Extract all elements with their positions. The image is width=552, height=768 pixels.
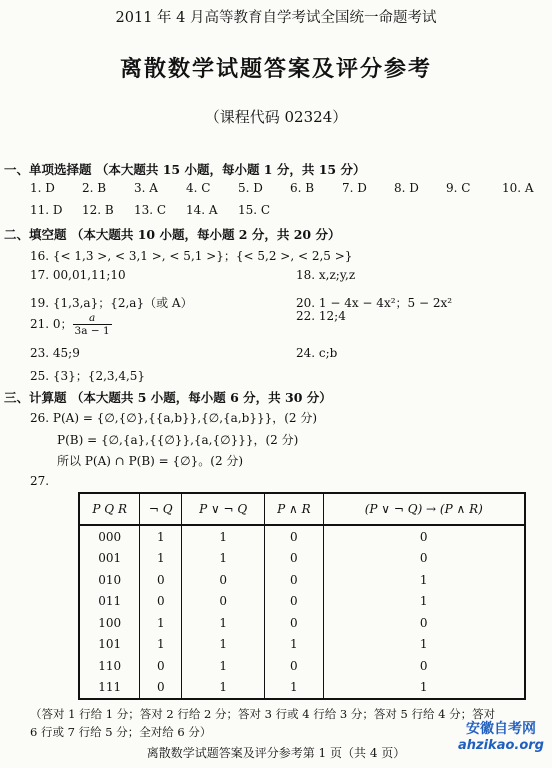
header-cell: P Q R: [79, 493, 140, 525]
table-cell: 1: [182, 525, 265, 548]
table-cell: 000: [79, 525, 140, 548]
table-cell: 0: [265, 590, 323, 611]
table-cell: 1: [140, 612, 182, 633]
section3-heading: 三、计算题 （本大题共 5 小题，每小题 6 分，共 30 分）: [4, 390, 332, 405]
table-cell: 010: [79, 569, 140, 590]
answer-21-prefix: 21. 0；: [30, 317, 73, 331]
table-row: [79, 633, 525, 654]
truth-table-header: [79, 493, 525, 525]
table-cell: 1: [182, 612, 265, 633]
choice-answer: 11. D: [30, 203, 63, 217]
choice-answer: 14. A: [186, 203, 218, 217]
table-cell: 0: [140, 569, 182, 590]
table-cell: 100: [79, 612, 140, 633]
answer-21: [30, 312, 112, 337]
answer-17: 17. 00,01,11;10: [30, 268, 126, 282]
fraction-denominator: 3a − 1: [74, 325, 110, 337]
header-cell: P ∨ ¬ Q: [182, 493, 265, 525]
page-footer: 离散数学试题答案及评分参考第 1 页（共 4 页）: [146, 746, 406, 760]
table-cell: 1: [323, 569, 525, 590]
table-cell: 1: [182, 633, 265, 654]
scoring-note-line2: 6 行或 7 行给 5 分；全对给 6 分）: [30, 725, 212, 739]
table-cell: 0: [182, 569, 265, 590]
table-cell: 0: [323, 525, 525, 548]
table-cell: 1: [323, 590, 525, 611]
table-cell: 0: [265, 612, 323, 633]
table-cell: 1: [265, 633, 323, 654]
choice-row-1: [30, 181, 550, 197]
header-cell: P ∧ R: [265, 493, 323, 525]
answer-21-fraction: [73, 312, 112, 337]
choice-answer: 6. B: [290, 181, 315, 195]
table-cell: 111: [79, 676, 140, 699]
table-cell: 0: [140, 676, 182, 699]
course-code: （课程代码 02324）: [204, 108, 348, 126]
answer-23: 23. 45;9: [30, 346, 80, 360]
table-cell: 0: [265, 548, 323, 569]
scoring-note-line1: （答对 1 行给 1 分；答对 2 行给 2 分；答对 3 行或 4 行给 3 分；答对 5 行给 4 分；答对: [30, 707, 496, 721]
table-cell: 1: [182, 548, 265, 569]
choice-answer: 15. C: [238, 203, 271, 217]
choice-answer: 9. C: [446, 181, 471, 195]
answer-27-label: 27.: [30, 474, 50, 488]
choice-answer: 7. D: [342, 181, 367, 195]
table-cell: 1: [140, 548, 182, 569]
choice-answer: 12. B: [82, 203, 114, 217]
table-row: [79, 525, 525, 548]
fraction-numerator: a: [73, 312, 112, 325]
table-row: [79, 569, 525, 590]
answer-26-line3: 所以 P(A) ∩ P(B) = {∅}。(2 分): [57, 454, 244, 468]
choice-answer: 1. D: [30, 181, 55, 195]
header-cell: ¬ Q: [140, 493, 182, 525]
table-cell: 1: [140, 525, 182, 548]
answer-26-line2: P(B) = {∅,{a},{{∅}},{a,{∅}}}，(2 分): [57, 433, 299, 447]
answer-26-line1: 26. P(A) = {∅,{∅},{{a,b}},{∅,{a,b}}}，(2 分): [30, 411, 318, 425]
table-cell: 1: [182, 676, 265, 699]
answer-25: 25. {3}；{2,3,4,5}: [30, 369, 146, 383]
choice-answer: 5. D: [238, 181, 263, 195]
table-cell: 0: [323, 548, 525, 569]
document-title: 离散数学试题答案及评分参考: [119, 56, 432, 82]
answer-18: 18. x,z;y,z: [296, 268, 356, 282]
choice-row-2: [30, 203, 350, 219]
table-cell: 0: [323, 612, 525, 633]
table-cell: 011: [79, 590, 140, 611]
table-cell: 0: [265, 655, 323, 676]
watermark-cn: 安徽自考网: [466, 721, 536, 737]
section1-heading: 一、单项选择题 （本大题共 15 小题，每小题 1 分，共 15 分）: [4, 162, 366, 177]
table-cell: 0: [140, 590, 182, 611]
table-row: [79, 676, 525, 699]
table-row: [79, 590, 525, 611]
header-cell: (P ∨ ¬ Q) → (P ∧ R): [323, 493, 525, 525]
answer-24: 24. c;b: [296, 346, 338, 360]
table-cell: 101: [79, 633, 140, 654]
table-row: [79, 548, 525, 569]
table-cell: 001: [79, 548, 140, 569]
answer-22: 22. 12;4: [296, 309, 346, 323]
choice-answer: 4. C: [186, 181, 211, 195]
table-cell: 0: [265, 525, 323, 548]
choice-answer: 13. C: [134, 203, 167, 217]
choice-answer: 3. A: [134, 181, 158, 195]
watermark-url: ahzikao.org: [458, 738, 544, 753]
choice-answer: 8. D: [394, 181, 419, 195]
table-cell: 0: [182, 590, 265, 611]
section2-heading: 二、填空题 （本大题共 10 小题，每小题 2 分，共 20 分）: [4, 227, 341, 242]
table-cell: 0: [265, 569, 323, 590]
table-row: [79, 612, 525, 633]
answer-20: 20. 1 − 4x − 4x²；5 − 2x²: [296, 296, 453, 310]
table-cell: 110: [79, 655, 140, 676]
choice-answer: 2. B: [82, 181, 107, 195]
choice-answer: 10. A: [502, 181, 534, 195]
site-watermark: [458, 718, 544, 753]
answer-19: 19. {1,3,a}；{2,a}（或 A）: [30, 296, 193, 310]
table-cell: 1: [323, 633, 525, 654]
table-cell: 1: [265, 676, 323, 699]
table-cell: 1: [140, 633, 182, 654]
exam-title: 2011 年 4 月高等教育自学考试全国统一命题考试: [115, 10, 437, 26]
truth-table: [78, 492, 526, 700]
table-cell: 1: [323, 676, 525, 699]
table-cell: 0: [323, 655, 525, 676]
table-row: [79, 655, 525, 676]
table-cell: 1: [182, 655, 265, 676]
table-cell: 0: [140, 655, 182, 676]
answer-16: 16. {< 1,3 >, < 3,1 >, < 5,1 >}；{< 5,2 >, < 2,5 >}: [30, 249, 353, 263]
